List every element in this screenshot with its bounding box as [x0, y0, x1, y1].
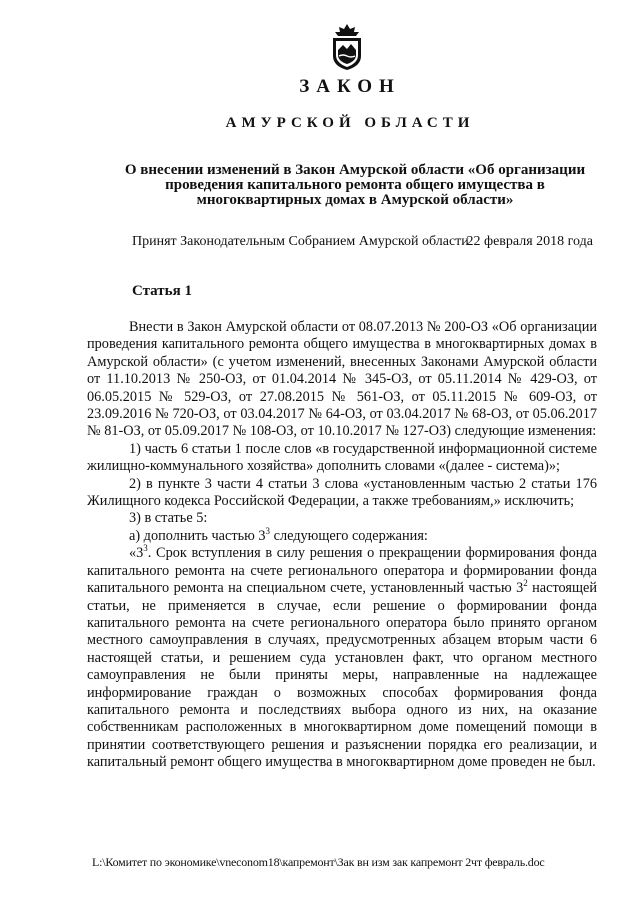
article-body	[87, 319, 597, 772]
amendment-item-3a	[87, 528, 597, 545]
adoption-date: 22 февраля 2018 года	[466, 234, 593, 249]
item-3a-text: а) дополнить частью 3	[129, 527, 266, 544]
subtitle-line: О внесении изменений в Закон Амурской области «Об организации	[124, 162, 586, 178]
amendment-item-1: 1) часть 6 статьи 1 после слов «в государственной информационной системе жилищно-коммунального хозяйства» дополнить словами «(далее - система)»;	[87, 440, 597, 475]
coat-of-arms-icon	[327, 22, 367, 72]
quote-superscript-2: 2	[523, 578, 528, 589]
article-intro: Внести в Закон Амурской области от 08.07.2013 № 200-ОЗ «Об организации проведения капитального ремонта общего имущества в многоквартирных домах в Амурской области» (с учетом изменений, внесенных Законами Амурской области от 11.10.2013 № 250-ОЗ, от 01.04.2014 № 345-ОЗ, от 05.11.2014 № 429-ОЗ, от 06.05.2015 № 529-ОЗ, от 27.08.2015 № 561-ОЗ, от 05.11.2015 № 609-ОЗ, от 23.09.2016 № 720-ОЗ, от 03.04.2017 № 64-ОЗ, от 03.04.2017 № 68-ОЗ, от 05.06.2017 № 81-ОЗ, от 05.09.2017 № 108-ОЗ, от 10.10.2017 № 127-ОЗ) следующие изменения:	[87, 319, 597, 440]
quote-superscript: 3	[143, 543, 148, 554]
law-title: ЗАКОН	[299, 76, 401, 97]
amendment-item-3: 3) в статье 5:	[129, 510, 208, 527]
quote-text-1: . Срок вступления в силу решения о прекращении формирования фонда капитального ремонта на счете регионального оператора и формировании фонда капитального ремонта на специальном счете, установленный частью 3	[87, 545, 597, 597]
law-subtitle	[95, 163, 615, 208]
article-title: Статья 1	[132, 283, 192, 299]
quoted-part	[87, 545, 597, 771]
item-3a-superscript: 3	[265, 526, 271, 537]
item-3a-text-end: следующего содержания:	[270, 527, 428, 544]
file-path-footer: L:\Комитет по экономике\vneconom18\капремонт\Зак вн изм зак капремонт 2чт февраль.doc	[92, 855, 545, 869]
region-title: АМУРСКОЙ ОБЛАСТИ	[225, 115, 475, 131]
subtitle-line: многоквартирных домах в Амурской области»	[196, 192, 514, 208]
quote-text-2: настоящей статьи, не применяется в случае, если решение о формировании фонда капитального ремонта на счете регионального оператора было принято органом местного самоуправления в случаях, предусмотренных абзацем вторым части 6 настоящей статьи, и решением суда установлен факт, что органом местного самоуправления не были приняты меры, направленные на надлежащее информирование граждан о возможных способах формирования фонда капитального ремонта и последствиях выбора одного из них, на оказание собственникам расположенных в многоквартирном доме помещений помощи в принятии соответствующего решения и разъяснении порядка его реализации, и капитальный ремонт общего имущества в многоквартирном доме проведен не был.	[87, 580, 597, 771]
amendment-item-2: 2) в пункте 3 части 4 статьи 3 слова «установленным частью 2 статьи 176 Жилищного кодекса Российской Федерации, а также требованиям,» исключить;	[87, 475, 597, 510]
quote-open: «3	[129, 545, 144, 562]
subtitle-line: проведения капитального ремонта общего имущества в	[165, 177, 545, 193]
adoption-text: Принят Законодательным Собранием Амурской области	[132, 234, 469, 249]
